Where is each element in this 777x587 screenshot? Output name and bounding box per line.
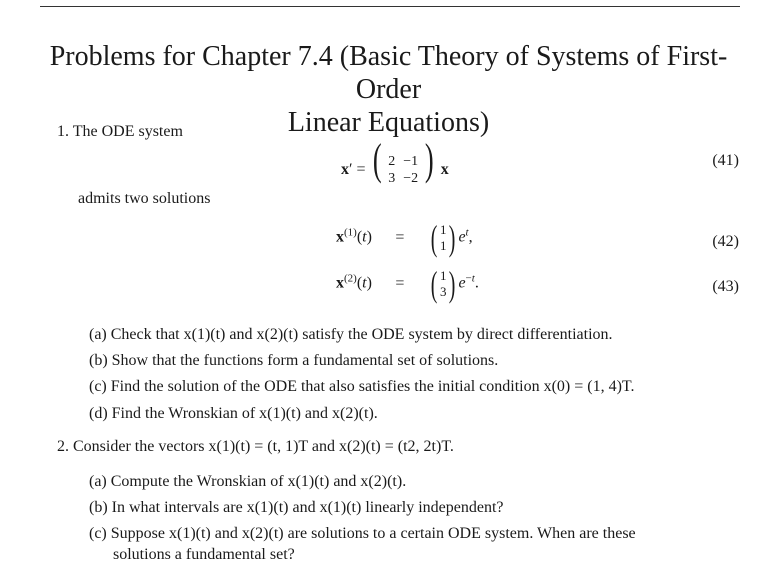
problem-2-part-a: (a) Compute the Wronskian of x(1)(t) and x(2)(t). — [89, 473, 407, 490]
problem-1-label — [57, 123, 183, 141]
problem-2-part-b: (b) In what intervals are x(1)(t) and x(1)(t) linearly independent? — [89, 499, 504, 516]
admits-text: admits two solutions — [78, 190, 211, 207]
problem-2-part-c-line-2: solutions a fundamental set? — [113, 546, 295, 563]
problem-2-intro: Consider the vectors x(1)(t) = (t, 1)T and x(2)(t) = (t2, 2t)T. — [73, 438, 454, 455]
equation-43-number: (43) — [712, 278, 739, 295]
problem-1-part-b: (b) Show that the functions form a fundamental set of solutions. — [89, 352, 499, 369]
problem-1-number: 1. — [57, 123, 69, 140]
equation-41-number: (41) — [712, 152, 739, 169]
problem-2-label — [57, 438, 454, 456]
header-rule — [40, 6, 740, 7]
equation-41: x′ = ( 2 −1 3 −2 ) x — [341, 135, 449, 187]
equation-42-number: (42) — [712, 233, 739, 250]
problem-1-part-a: (a) Check that x(1)(t) and x(2)(t) satisfy the ODE system by direct differentiation. — [89, 326, 613, 343]
problem-2-part-c-line-1: (c) Suppose x(1)(t) and x(2)(t) are solutions to a certain ODE system. When are these — [89, 525, 636, 542]
title-line-2: Linear Equations) — [287, 107, 490, 138]
problem-1-intro: The ODE system — [72, 123, 183, 140]
problem-2-number: 2. — [57, 438, 69, 455]
equation-42: $x^{(1)}(t)$ = ( 1 1 ) $e^t$, — [336, 218, 473, 258]
problem-1-part-c: (c) Find the solution of the ODE that also satisfies the initial condition x(0) = (1, 4)T. — [89, 378, 635, 395]
equation-43: $x^{(2)}(t)$ = ( 1 3 ) $e^{-t}$. — [336, 264, 479, 304]
problem-1-part-d: (d) Find the Wronskian of x(1)(t) and x(2)(t). — [89, 405, 378, 422]
matrix-a: 2 −1 3 −2 — [388, 154, 419, 187]
title-line-1: Problems for Chapter 7.4 (Basic Theory of Systems of First-Order — [49, 41, 728, 105]
